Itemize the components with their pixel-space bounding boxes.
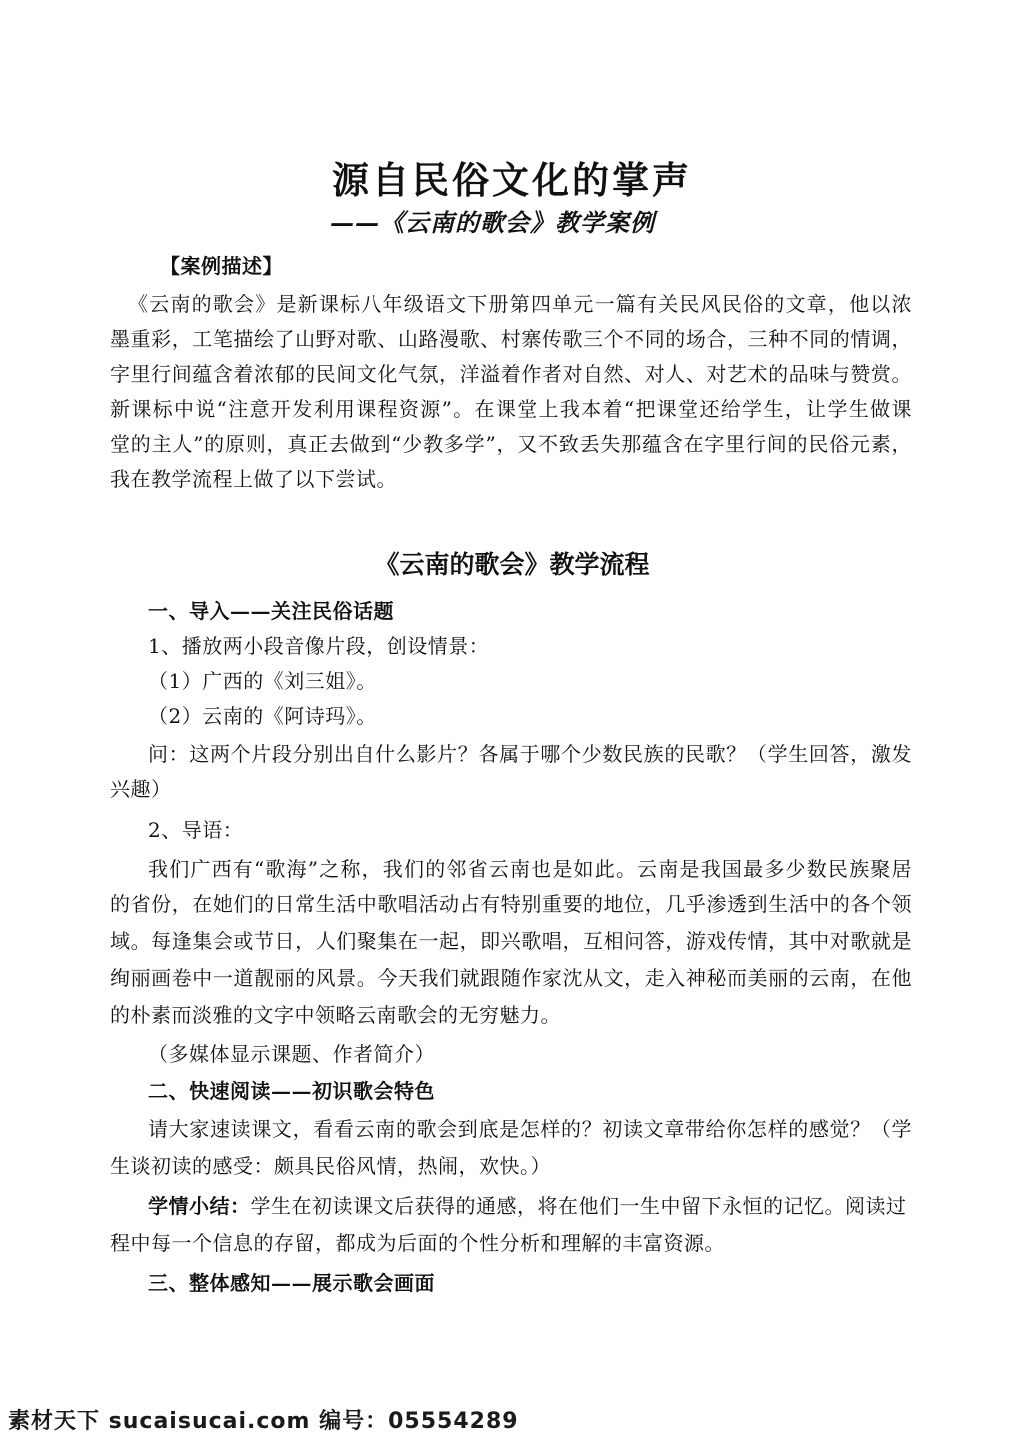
summary-text: 学生在初读课文后获得的通感，将在他们一生中留下永恒的记忆。阅读过 xyxy=(250,1194,907,1218)
section1-heading: 一、导入——关注民俗话题 xyxy=(148,599,394,623)
intro-line: 的朴素而淡雅的文字中领略云南歌会的无穷魅力。 xyxy=(110,1003,561,1027)
document-title: 源自民俗文化的掌声 xyxy=(332,159,692,202)
section3-heading: 三、整体感知——展示歌会画面 xyxy=(148,1271,435,1295)
summary-line: 程中每一个信息的存留，都成为后面的个性分析和理解的丰富资源。 xyxy=(110,1231,725,1255)
section1-item2: 2、导语： xyxy=(148,818,244,842)
intro-line: 我们广西有“歌海”之称，我们的邻省云南也是如此。云南是我国最多少数民族聚居 xyxy=(148,857,912,881)
section1-sub2: （2）云南的《阿诗玛》。 xyxy=(148,704,377,728)
flow-heading: 《云南的歌会》教学流程 xyxy=(374,550,650,579)
summary-line xyxy=(148,1190,912,1219)
intro-line: 的省份，在她们的日常生活中歌唱活动占有特别重要的地位，几乎渗透到生活中的各个领 xyxy=(110,892,912,916)
section2-heading: 二、快速阅读——初识歌会特色 xyxy=(148,1079,435,1103)
reading-line: 生谈初读的感受：颇具民俗风情，热闹，欢快。） xyxy=(110,1154,551,1178)
watermark-text: 素材天下 sucaisucai.com 编号：05554289 xyxy=(8,1409,519,1434)
question-line: 问：这两个片段分别出自什么影片？各属于哪个少数民族的民歌？（学生回答，激发 xyxy=(148,742,912,766)
intro-line: 绚丽画卷中一道靓丽的风景。今天我们就跟随作家沈从文，走入神秘而美丽的云南，在他 xyxy=(110,966,912,990)
reading-line: 请大家速读课文，看看云南的歌会到底是怎样的？初读文章带给你怎样的感觉？（学 xyxy=(148,1117,912,1141)
document-subtitle: ——《云南的歌会》教学案例 xyxy=(330,208,655,237)
question-line: 兴趣） xyxy=(110,777,172,801)
case-line: 新课标中说“注意开发利用课程资源”。在课堂上我本着“把课堂还给学生，让学生做课 xyxy=(110,397,912,421)
case-line: 墨重彩，工笔描绘了山野对歌、山路漫歌、村寨传歌三个不同的场合，三种不同的情调， xyxy=(110,327,912,351)
case-heading: 【案例描述】 xyxy=(160,254,283,278)
case-line: 堂的主人”的原则，真正去做到“少教多学”，又不致丢失那蕴含在字里行间的民俗元素， xyxy=(110,432,912,456)
case-line: 《云南的歌会》是新课标八年级语文下册第四单元一篇有关民风民俗的文章，他以浓 xyxy=(128,292,912,316)
section1-item1: 1、播放两小段音像片段，创设情景： xyxy=(148,634,490,658)
media-note: （多媒体显示课题、作者简介） xyxy=(148,1042,435,1066)
intro-line: 域。每逢集会或节日，人们聚集在一起，即兴歌唱，互相问答，游戏传情，其中对歌就是 xyxy=(110,929,912,953)
case-line: 我在教学流程上做了以下尝试。 xyxy=(110,467,397,491)
summary-label: 学情小结： xyxy=(148,1194,251,1218)
case-line: 字里行间蕴含着浓郁的民间文化气氛，洋溢着作者对自然、对人、对艺术的品味与赞赏。 xyxy=(110,362,912,386)
section1-sub1: （1）广西的《刘三姐》。 xyxy=(148,669,377,693)
